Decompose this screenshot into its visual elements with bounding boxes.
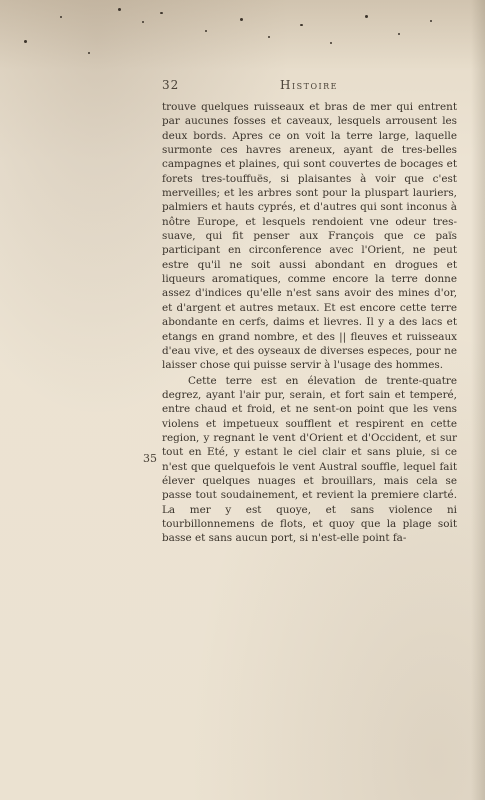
foxing-stain [0, 0, 485, 70]
ink-speck [365, 15, 368, 18]
paragraph: Cette terre est en élevation de trente-quatre degrez, ayant l'air pur, serain, et fort sain et temperé, entre chaud et froid, et ne sent-on point que les vens violens et impetueux soufflent et respirent en cette region, y regnant le vent d'Orient et d'Occident, et sur tout en Eté, y estant le ciel clair et sans pluie, si ce n'est que quelquefois le vent Austral souffle, lequel fait élever quelques nuages et brouillars, mais cela se passe tout soudainement, et revient la premiere clarté. La mer y est quoye, et sans violence ni tourbillonnemens de flots, et quoy que la plage soit basse et sans aucun port, si n'est-elle point fa- [162, 374, 457, 545]
ink-speck [205, 30, 207, 32]
page-edge-shadow [471, 0, 485, 800]
ink-speck [240, 18, 243, 21]
margin-line-number: 35 [143, 452, 157, 465]
page-number: 32 [162, 78, 180, 92]
ink-speck [142, 21, 144, 23]
ink-speck [300, 24, 303, 26]
ink-speck [118, 8, 121, 11]
ink-speck [330, 42, 332, 44]
ink-speck [160, 12, 163, 14]
running-head: Histoire [280, 78, 339, 92]
page-header [162, 78, 462, 94]
ink-speck [398, 33, 400, 35]
ink-speck [88, 52, 90, 54]
body-text [162, 100, 457, 546]
ink-speck [24, 40, 27, 43]
ink-speck [60, 16, 62, 18]
paragraph: trouve quelques ruisseaux et bras de mer qui entrent par aucunes fosses et caveaux, lesquels arrousent les deux bords. Apres ce on voit la terre large, laquelle surmonte ces havres areneux, ayant de tres-belles campagnes et plaines, qui sont couvertes de bocages et forets tres-touffuës, si plaisantes à voir que c'est merveilles; et les arbres sont pour la pluspart lauriers, palmiers et hauts cyprés, et d'autres qui sont inconus à nôtre Europe, et lesquels rendoient vne odeur tres-suave, qui fit penser aux François que ce païs participant en circonference avec l'Orient, ne peut estre qu'il ne soit aussi abondant en drogues et liqueurs aromatiques, comme encore la terre donne assez d'indices qu'elle n'est sans avoir des mines d'or, et d'argent et autres metaux. Et est encore cette terre abondante en cerfs, daims et lievres. Il y a des lacs et etangs en grand nombre, et des || fleuves et ruisseaux d'eau vive, et des oyseaux de diverses especes, pour ne laisser chose qui puisse servir à l'usage des hommes. [162, 101, 457, 372]
ink-speck [430, 20, 432, 22]
ink-speck [268, 36, 270, 38]
